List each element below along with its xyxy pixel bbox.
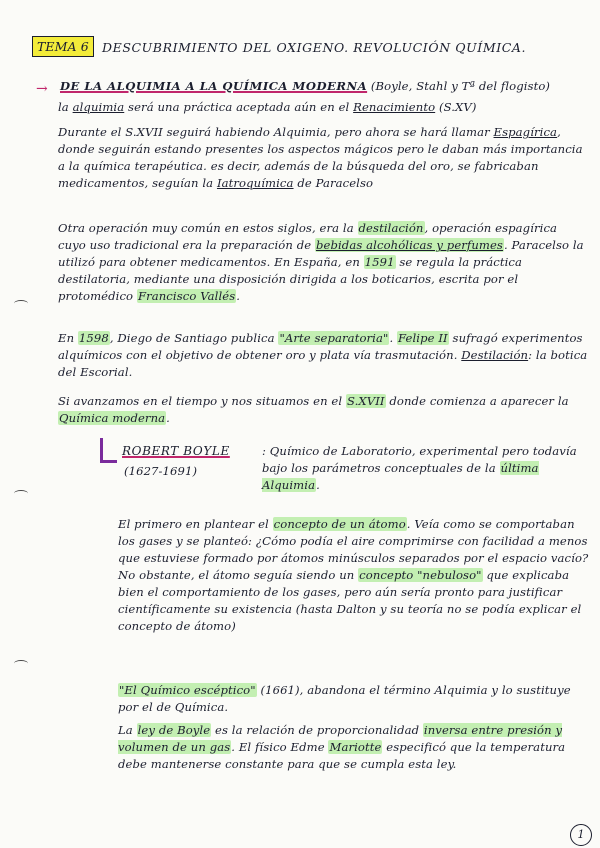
paragraph-quimica-moderna bbox=[58, 393, 588, 427]
text-span: El primero en plantear el bbox=[118, 517, 273, 531]
margin-mark bbox=[14, 660, 28, 667]
page-number: 1 bbox=[570, 824, 592, 846]
text-underlined: Renacimiento bbox=[353, 100, 436, 114]
text-span: . El físico Edme bbox=[231, 740, 329, 754]
text-highlight: bebidas alcohólicas y perfumes bbox=[315, 238, 503, 252]
text-span: , donde seguirán estando presentes los aspectos mágicos pero le daban más importancia a la química terapéutica. es decir, además de la búsqueda del oro, se fabricaban medicamentos, seguían la bbox=[58, 125, 583, 190]
text-underlined: Destilación bbox=[461, 348, 529, 362]
text-span: es la relación de proporcionalidad bbox=[211, 723, 423, 737]
text-span: , operación espagírica cuyo uso tradicional era la preparación de bbox=[58, 221, 558, 252]
text-span: donde comienza a aparecer la bbox=[385, 394, 569, 408]
text-span: . bbox=[316, 478, 320, 492]
text-span: (S.XV) bbox=[435, 100, 477, 114]
text-highlight: S.XVII bbox=[346, 394, 385, 408]
boyle-heading bbox=[122, 443, 230, 460]
margin-mark bbox=[14, 300, 28, 307]
text-span: . bbox=[236, 289, 241, 303]
text-highlight: concepto "nebuloso" bbox=[359, 568, 482, 582]
text-span: se regula la práctica destilatoria, mediante una disposición dirigida a los boticarios, escrita por el protomédico bbox=[58, 255, 523, 303]
section-heading-main: DE LA ALQUIMIA A LA QUÍMICA MODERNA bbox=[60, 79, 368, 93]
topic-label: TEMA 6 bbox=[32, 36, 94, 57]
text-highlight: Mariotte bbox=[329, 740, 382, 754]
text-span: (1661), abandona el término Alquimia y lo sustituye por el de Química. bbox=[118, 683, 571, 714]
text-span: Durante el S.XVII seguirá habiendo Alquimia, pero ahora se hará llamar bbox=[58, 125, 494, 139]
text-highlight: Química moderna bbox=[59, 411, 166, 425]
text-highlight: última Alquimia bbox=[262, 461, 539, 492]
paragraph-atomo bbox=[118, 516, 590, 635]
text-span: . bbox=[166, 411, 170, 425]
text-highlight: destilación bbox=[358, 221, 424, 235]
text-span: . Veía como se comportaban los gases y se planteó: ¿Cómo podía el aire comprimirse con facilidad a menos que estuviese formado por átomos minúsculos separados por el espacio vacío? No obstante, el átomo seguía siendo un bbox=[118, 517, 589, 582]
text-highlight: 1591 bbox=[364, 255, 395, 269]
text-span: Si avanzamos en el tiempo y nos situamos en el bbox=[58, 394, 346, 408]
text-span: En bbox=[58, 331, 78, 345]
text-span: que explicaba bien el comportamiento de los gases, pero aún sería pronto para justificar científicamente su existencia (hasta Dalton y su teoría no se podía explicar el concepto de átomo) bbox=[118, 568, 582, 633]
boyle-dates: (1627-1691) bbox=[124, 464, 198, 478]
text-span: la bbox=[58, 100, 73, 114]
section-heading bbox=[60, 78, 590, 95]
paragraph-quimico-esceptico bbox=[118, 682, 590, 716]
paragraph-ley-boyle bbox=[118, 722, 590, 773]
page-title: DESCUBRIMIENTO DEL OXIGENO. REVOLUCIÓN QUÍMICA. bbox=[102, 40, 527, 55]
text-underlined: alquimia bbox=[72, 100, 125, 114]
paragraph-destilacion bbox=[58, 220, 588, 305]
text-highlight: "Arte separatoria" bbox=[279, 331, 389, 345]
section-heading-sub: (Boyle, Stahl y Tª del flogisto) bbox=[370, 79, 551, 93]
text-underlined: Espagírica bbox=[493, 125, 558, 139]
text-highlight: "El Químico escéptico" bbox=[119, 683, 256, 697]
paragraph-arte-separatoria bbox=[58, 330, 588, 381]
text-highlight: ley de Boyle bbox=[137, 723, 211, 737]
paragraph-espagirica bbox=[58, 124, 588, 192]
boyle-description bbox=[262, 443, 592, 494]
text-span: sufragó experimentos alquímicos con el objetivo de obtener oro y plata vía trasmutación. bbox=[58, 331, 583, 362]
text-highlight: inversa entre presión y volumen de un gas bbox=[118, 723, 563, 754]
text-span: de Paracelso bbox=[293, 176, 374, 190]
boyle-name: ROBERT BOYLE bbox=[122, 444, 230, 458]
text-span: La bbox=[118, 723, 137, 737]
text-span: : la botica del Escorial. bbox=[58, 348, 588, 379]
text-highlight: concepto de un átomo bbox=[273, 517, 406, 531]
corner-arrow-icon bbox=[100, 438, 117, 463]
arrow-icon: → bbox=[36, 81, 48, 97]
text-span: especificó que la temperatura debe mantenerse constante para que se cumpla esta ley. bbox=[118, 740, 566, 771]
text-highlight: Francisco Vallés bbox=[137, 289, 236, 303]
text-span: : Químico de Laboratorio, experimental pero todavía bajo los parámetros conceptuales de la bbox=[262, 444, 577, 475]
margin-mark bbox=[14, 490, 28, 497]
text-span: Otra operación muy común en estos siglos, era la bbox=[58, 221, 358, 235]
text-span: . Paracelso la utilizó para obtener medicamentos. En España, en bbox=[58, 238, 584, 269]
text-highlight: Felipe II bbox=[398, 331, 448, 345]
text-span: , Diego de Santiago publica bbox=[109, 331, 279, 345]
paragraph-alchemy-renaissance bbox=[58, 99, 588, 116]
text-underlined: Iatroquímica bbox=[216, 176, 294, 190]
text-span: . bbox=[389, 331, 398, 345]
text-highlight: 1598 bbox=[78, 331, 109, 345]
text-span: será una práctica aceptada aún en el bbox=[124, 100, 354, 114]
